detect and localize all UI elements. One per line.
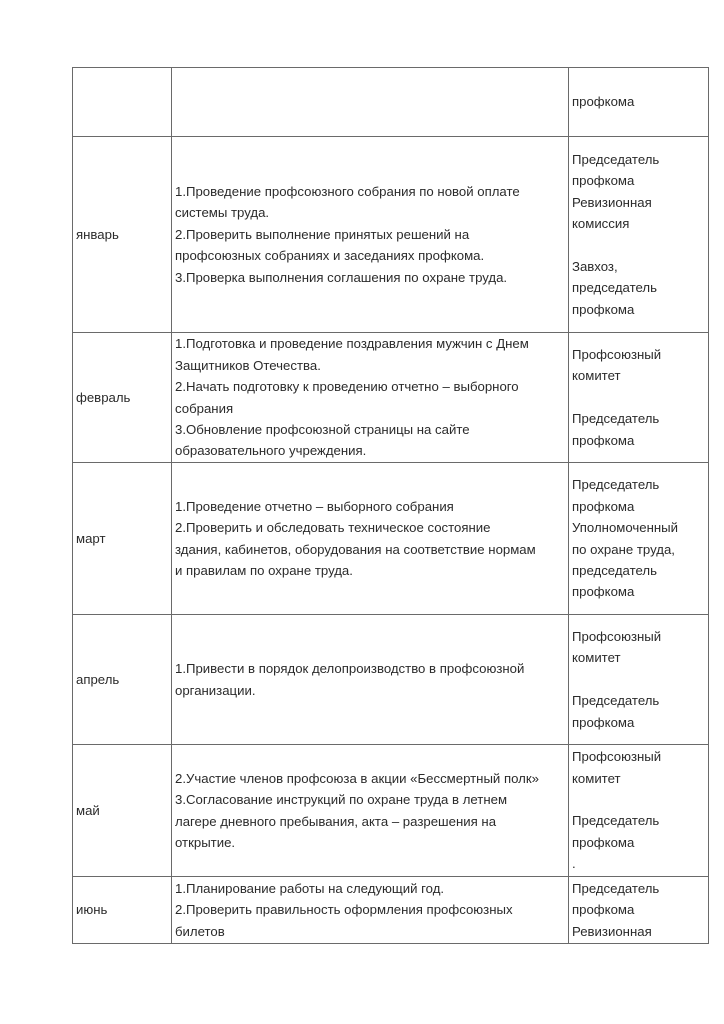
month-cell: июнь <box>73 877 172 944</box>
activity-line: 2.Проверить правильность оформления профсоюзных <box>175 902 513 918</box>
activity-line: 3.Обновление профсоюзной страницы на сайте <box>175 421 470 437</box>
month-cell: январь <box>73 137 172 333</box>
activity-line: билетов <box>175 923 225 939</box>
responsible-line: Профсоюзный <box>572 628 662 644</box>
activity-line: 1.Проведение профсоюзного собрания по новой оплате <box>175 183 520 199</box>
responsible-line: Завхоз, <box>572 258 618 274</box>
responsible-line: Профсоюзный <box>572 749 662 765</box>
responsible-line: профкома <box>572 902 635 918</box>
responsible-line: . <box>572 856 576 872</box>
activity-line: организации. <box>175 682 256 698</box>
responsible-line: Председатель <box>572 411 660 427</box>
responsible-cell <box>569 615 709 745</box>
table-row <box>73 615 709 745</box>
activity-line: 1.Планирование работы на следующий год. <box>175 880 445 896</box>
activity-line: собрания <box>175 400 234 416</box>
month-cell: май <box>73 745 172 877</box>
activities-cell <box>172 137 569 333</box>
responsible-line: Председатель <box>572 813 660 829</box>
work-plan-table <box>72 67 709 944</box>
activity-line: Защитников Отечества. <box>175 357 321 373</box>
responsible-line: председатель <box>572 562 657 578</box>
activity-line: 3.Согласование инструкций по охране труда в летнем <box>175 792 508 808</box>
activity-line: здания, кабинетов, оборудования на соответствие нормам <box>175 541 536 557</box>
responsible-cell <box>569 463 709 615</box>
responsible-cell <box>569 333 709 463</box>
work-plan-table-body <box>73 68 709 944</box>
table-row <box>73 877 709 944</box>
spacer <box>572 235 705 256</box>
responsible-line: комитет <box>572 770 621 786</box>
activity-line: 2.Проверить и обследовать техническое состояние <box>175 520 491 536</box>
responsible-cell <box>569 137 709 333</box>
month-cell: апрель <box>73 615 172 745</box>
responsible-line: профкома <box>572 94 635 110</box>
activity-line: открытие. <box>175 834 236 850</box>
activity-line: образовательного учреждения. <box>175 443 367 459</box>
activity-line: профсоюзных собраниях и заседаниях профкома. <box>175 248 485 264</box>
spacer <box>572 669 705 690</box>
responsible-line: Ревизионная <box>572 194 652 210</box>
activity-line: 2.Проверить выполнение принятых решений на <box>175 226 470 242</box>
activities-cell <box>172 877 569 944</box>
responsible-line: профкома <box>572 432 635 448</box>
responsible-line: профкома <box>572 498 635 514</box>
activity-line: лагере дневного пребывания, акта – разрешения на <box>175 813 497 829</box>
month-cell: март <box>73 463 172 615</box>
responsible-line: Председатель <box>572 693 660 709</box>
responsible-line: профкома <box>572 173 635 189</box>
activities-cell <box>172 463 569 615</box>
activity-line: 1.Привести в порядок делопроизводство в профсоюзной <box>175 661 525 677</box>
activity-line: 2.Начать подготовку к проведению отчетно – выборного <box>175 379 519 395</box>
activities-cell <box>172 615 569 745</box>
table-row <box>73 333 709 463</box>
activity-line: 3.Проверка выполнения соглашения по охране труда. <box>175 269 508 285</box>
activity-line: 1.Подготовка и проведение поздравления мужчин с Днем <box>175 336 529 352</box>
responsible-line: профкома <box>572 301 635 317</box>
responsible-line: Председатель <box>572 880 660 896</box>
table-row <box>73 463 709 615</box>
table-row <box>73 68 709 137</box>
responsible-cell <box>569 877 709 944</box>
activity-line: и правилам по охране труда. <box>175 562 353 578</box>
responsible-cell <box>569 68 709 137</box>
responsible-line: профкома <box>572 714 635 730</box>
month-cell <box>73 68 172 137</box>
activity-line: 1.Проведение отчетно – выборного собрания <box>175 498 454 514</box>
activities-cell <box>172 68 569 137</box>
activities-cell <box>172 333 569 463</box>
responsible-line: по охране труда, <box>572 541 675 557</box>
responsible-line: комитет <box>572 650 621 666</box>
table-row <box>73 745 709 877</box>
responsible-line: Уполномоченный <box>572 520 679 536</box>
responsible-cell <box>569 745 709 877</box>
responsible-line: Председатель <box>572 151 660 167</box>
responsible-line: председатель <box>572 280 657 296</box>
spacer <box>572 387 705 408</box>
month-cell: февраль <box>73 333 172 463</box>
responsible-line: комиссия <box>572 216 630 232</box>
responsible-line: Профсоюзный <box>572 346 662 362</box>
responsible-line: профкома <box>572 834 635 850</box>
spacer <box>572 789 705 810</box>
responsible-line: Ревизионная <box>572 923 652 939</box>
responsible-line: профкома <box>572 584 635 600</box>
responsible-line: комитет <box>572 368 621 384</box>
responsible-line: Председатель <box>572 477 660 493</box>
activity-line: системы труда. <box>175 205 270 221</box>
activities-cell <box>172 745 569 877</box>
table-row <box>73 137 709 333</box>
activity-line: 2.Участие членов профсоюза в акции «Бессмертный полк» <box>175 770 539 786</box>
